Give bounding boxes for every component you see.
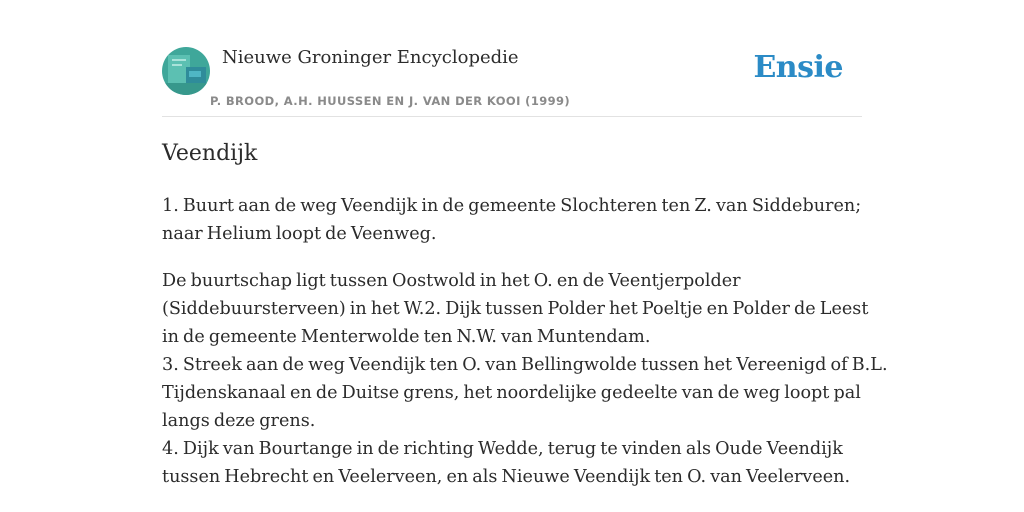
- text-line: langs deze grens.: [162, 411, 316, 431]
- text-line: tussen Hebrecht en Veelerveen, en als Nieuwe Veendijk ten O. van Veelerveen.: [162, 467, 851, 487]
- text-line: (Siddebuursterveen) in het W.2. Dijk tussen Polder het Poeltje en Polder de Leest: [162, 299, 869, 319]
- text-line: 3. Streek aan de weg Veendijk ten O. van Bellingwolde tussen het Vereenigd of B.L.: [162, 355, 888, 375]
- book-title[interactable]: Nieuwe Groninger Encyclopedie: [222, 47, 519, 68]
- site-header: [162, 44, 862, 117]
- text-line: 1. Buurt aan de weg Veendijk in de gemeente Slochteren ten Z. van Siddeburen;: [162, 196, 862, 216]
- entry-paragraph-1: [162, 192, 862, 248]
- entry-body: [162, 192, 888, 510]
- book-authors: P. BROOD, A.H. HUUSSEN EN J. VAN DER KOOI (1999): [210, 94, 571, 108]
- book-cover-avatar[interactable]: [162, 47, 210, 95]
- text-line: Tijdenskanaal en de Duitse grens, het noordelijke gedeelte van de weg loopt pal: [162, 383, 861, 403]
- text-line: De buurtschap ligt tussen Oostwold in het O. en de Veentjerpolder: [162, 271, 741, 291]
- text-line: 4. Dijk van Bourtange in de richting Wedde, terug te vinden als Oude Veendijk: [162, 439, 843, 459]
- entry-title: Veendijk: [162, 141, 258, 166]
- text-line: in de gemeente Menterwolde ten N.W. van Muntendam.: [162, 327, 651, 347]
- ensie-logo[interactable]: Ensie: [753, 50, 843, 85]
- entry-paragraph-2: [162, 267, 888, 491]
- text-line: naar Helium loopt de Veenweg.: [162, 224, 437, 244]
